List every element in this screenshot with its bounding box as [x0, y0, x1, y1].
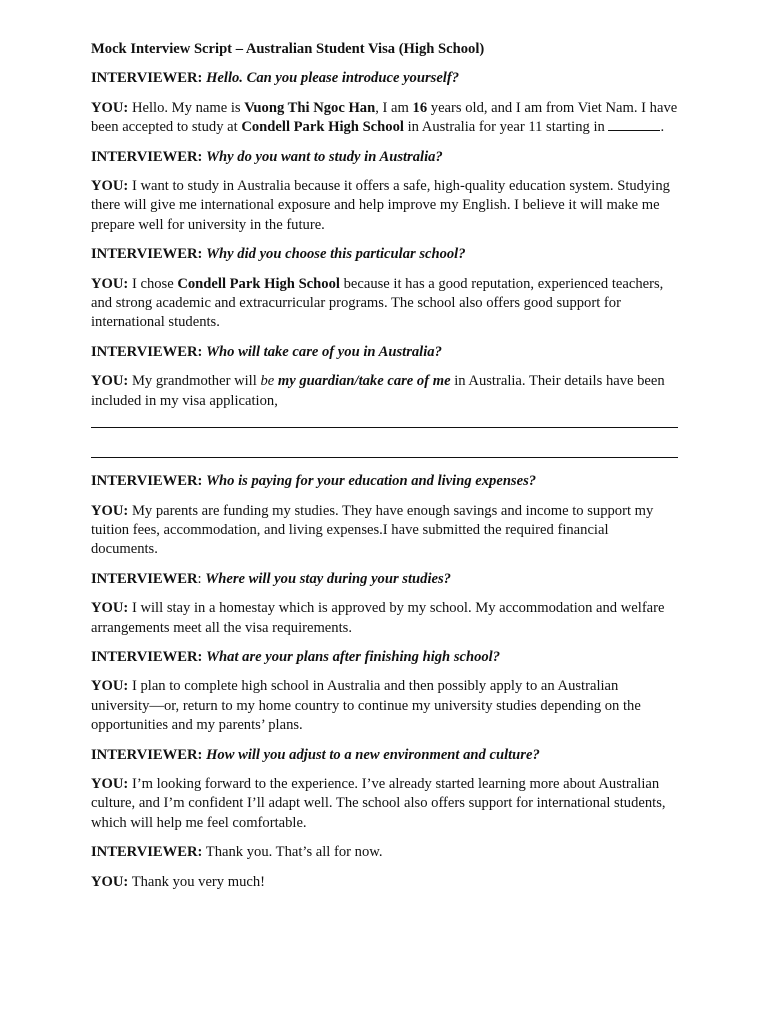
- question-text: Who will take care of you in Australia?: [206, 343, 442, 360]
- interviewer-question: [91, 343, 678, 362]
- you-label: YOU:: [91, 275, 129, 292]
- school-name: Condell Park High School: [177, 275, 340, 292]
- answer-text: Hello. My name is: [131, 99, 245, 116]
- question-text: What are your plans after finishing high school?: [206, 648, 501, 665]
- closing-text: Thank you. That’s all for now.: [205, 844, 383, 861]
- interviewer-closing: [91, 843, 678, 862]
- you-label: YOU:: [91, 775, 129, 792]
- interviewer-label: INTERVIEWER:: [91, 148, 203, 165]
- interviewer-question: [91, 472, 678, 491]
- interviewer-label: INTERVIEWER:: [91, 343, 203, 360]
- question-text: Who is paying for your education and living expenses?: [206, 473, 537, 490]
- question-text: Why did you choose this particular school?: [206, 246, 466, 263]
- you-label: YOU:: [91, 502, 129, 519]
- interviewer-question: [91, 148, 678, 167]
- you-answer: [91, 502, 678, 560]
- answer-text: in Australia. Their details have been included in my visa application,: [91, 373, 665, 409]
- question-text: How will you adjust to a new environment and culture?: [206, 746, 540, 763]
- you-answer: [91, 275, 678, 333]
- you-answer: [91, 599, 678, 638]
- student-name: Vuong Thi Ngoc Han: [244, 99, 376, 116]
- you-closing: [91, 873, 678, 892]
- question-text: Why do you want to study in Australia?: [206, 148, 443, 165]
- guardian-role: my guardian/take care of me: [277, 373, 451, 390]
- you-label: YOU:: [91, 873, 129, 890]
- you-answer: [91, 372, 678, 411]
- question-text: Where will you stay during your studies?: [205, 570, 451, 587]
- document-title: Mock Interview Script – Australian Student Visa (High School): [91, 41, 485, 57]
- you-label: YOU:: [91, 600, 129, 617]
- you-label: YOU:: [91, 99, 129, 116]
- school-name: Condell Park High School: [241, 119, 404, 136]
- closing-text: Thank you very much!: [131, 873, 266, 890]
- interviewer-question: [91, 69, 678, 88]
- interviewer-label: INTERVIEWER:: [91, 70, 203, 87]
- you-answer: [91, 775, 678, 833]
- answer-text: be: [260, 373, 275, 390]
- start-date-blank: [608, 118, 660, 131]
- answer-text: I want to study in Australia because it offers a safe, high-quality education system. Studying there will give me international exposure and help improve my English. I believe it will make me prepare well for university in the future.: [91, 178, 670, 233]
- interviewer-question: [91, 746, 678, 765]
- answer-text: My parents are funding my studies. They have enough savings and income to support my tuition fees, accommodation, and living expenses.I have submitted the required financial documents.: [91, 502, 654, 558]
- you-answer: [91, 177, 678, 235]
- answer-text: .: [660, 119, 665, 136]
- student-age: 16: [412, 99, 428, 116]
- interviewer-label: INTERVIEWER:: [91, 473, 203, 490]
- interviewer-question: [91, 245, 678, 264]
- you-answer: [91, 99, 678, 138]
- interviewer-question: [91, 648, 678, 667]
- fill-in-line: [91, 457, 678, 458]
- answer-text: I will stay in a homestay which is approved by my school. My accommodation and welfare arrangements meet all the visa requirements.: [91, 600, 665, 636]
- answer-text: My grandmother will: [131, 373, 261, 390]
- you-label: YOU:: [91, 178, 129, 195]
- question-text: Hello. Can you please introduce yourself?: [206, 70, 460, 87]
- interviewer-label: INTERVIEWER:: [91, 844, 203, 861]
- answer-text: , I am: [375, 99, 413, 116]
- fill-in-line: [91, 427, 678, 428]
- you-answer: [91, 677, 678, 735]
- answer-text: years old, and I am from Viet Nam. I have been accepted to study at: [91, 99, 678, 136]
- you-label: YOU:: [91, 373, 129, 390]
- you-label: YOU:: [91, 678, 129, 695]
- interviewer-label: INTERVIEWER:: [91, 246, 203, 263]
- answer-text: because it has a good reputation, experienced teachers, and strong academic and extracurricular programs. The school also offers good support for international students.: [91, 275, 664, 331]
- answer-text: in Australia for year 11 starting in: [403, 119, 609, 136]
- interviewer-question: INTERVIEWER: Where will you stay during your studies?: [91, 570, 451, 587]
- answer-text: I plan to complete high school in Australia and then possibly apply to an Australian university—or, return to my home country to continue my university studies depending on the opportunities and my parents’ plans.: [91, 678, 641, 734]
- interviewer-label: INTERVIEWER:: [91, 746, 203, 763]
- answer-text: I chose: [131, 275, 178, 292]
- interviewer-label: INTERVIEWER:: [91, 648, 203, 665]
- answer-text: I’m looking forward to the experience. I’ve already started learning more about Australian culture, and I’m confident I’ll adapt well. The school also offers support for international students, which will help me feel comfortable.: [91, 775, 666, 831]
